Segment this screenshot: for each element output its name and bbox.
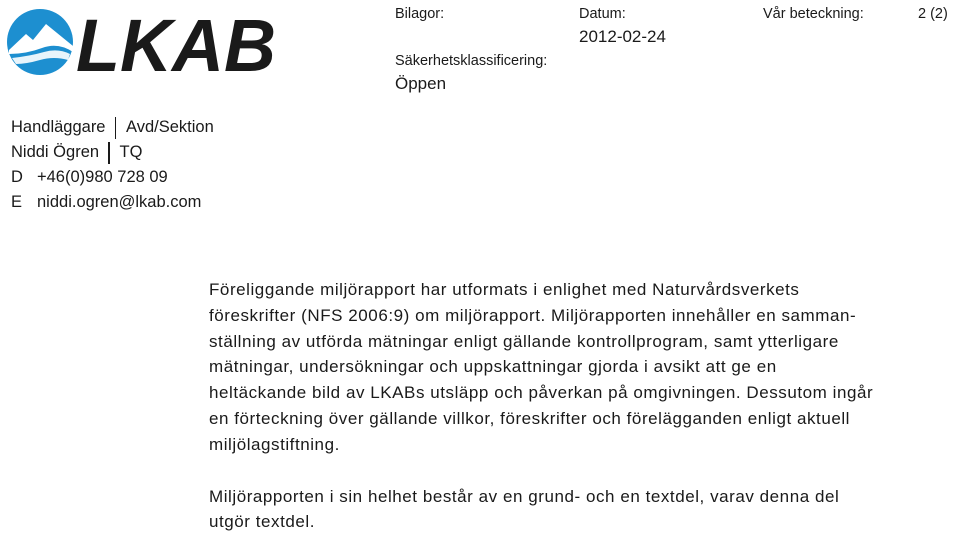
paragraph-gap xyxy=(209,458,954,484)
text-line: föreskrifter (NFS 2006:9) om miljörapport. Miljörapporten innehåller en samman- xyxy=(209,305,857,325)
classification-value: Öppen xyxy=(395,74,447,93)
var-beteckning-label: Vår beteckning: xyxy=(763,6,864,22)
column-separator xyxy=(108,142,110,164)
handlaggare-label: Handläggare xyxy=(11,118,106,136)
lkab-mountain-logo-icon xyxy=(7,9,73,75)
contact-section: TQ xyxy=(119,143,143,161)
text-line: miljölagstiftning. xyxy=(209,434,340,454)
contact-phone-row xyxy=(11,165,214,190)
text-line: Miljörapporten i sin helhet består av en grund- och en textdel, varav denna del xyxy=(209,486,840,506)
email-address[interactable]: niddi.ogren@lkab.com xyxy=(37,193,202,211)
phone-label: D xyxy=(11,168,23,186)
datum-value: 2012-02-24 xyxy=(579,27,666,46)
text-line: utgör textdel. xyxy=(209,512,315,532)
avd-sektion-label: Avd/Sektion xyxy=(126,118,214,136)
page-number: 2 (2) xyxy=(918,6,948,22)
contact-email-row xyxy=(11,190,214,215)
text-line: ställning av utförda mätningar enligt gällande kontrollprogram, samt ytterligare xyxy=(209,331,839,351)
text-line: en förteckning över gällande villkor, föreskrifter och förelägganden enligt aktuell xyxy=(209,408,850,428)
paragraph-2 xyxy=(209,484,954,535)
contact-block xyxy=(11,115,214,215)
contact-name: Niddi Ögren xyxy=(11,143,100,161)
contact-header-row xyxy=(11,115,214,140)
phone-number: +46(0)980 728 09 xyxy=(37,168,168,186)
lkab-logo-text: LKAB xyxy=(76,6,276,76)
text-line: mätningar, undersökningar och uppskattningar gjorda i avsikt att ge en xyxy=(209,357,777,377)
bilagor-label: Bilagor: xyxy=(395,6,445,22)
text-line: Föreliggande miljörapport har utformats i enlighet med Naturvårdsverkets xyxy=(209,280,800,299)
column-separator xyxy=(115,117,117,139)
email-label: E xyxy=(11,193,23,211)
paragraph-1 xyxy=(209,277,954,458)
body-text xyxy=(209,277,954,535)
lkab-logo xyxy=(6,6,278,76)
text-line: heltäckande bild av LKABs utsläpp och påverkan på omgivningen. Dessutom ingår xyxy=(209,383,874,403)
datum-label: Datum: xyxy=(579,6,626,22)
contact-name-row xyxy=(11,140,214,165)
classification-label: Säkerhetsklassificering: xyxy=(395,53,548,69)
